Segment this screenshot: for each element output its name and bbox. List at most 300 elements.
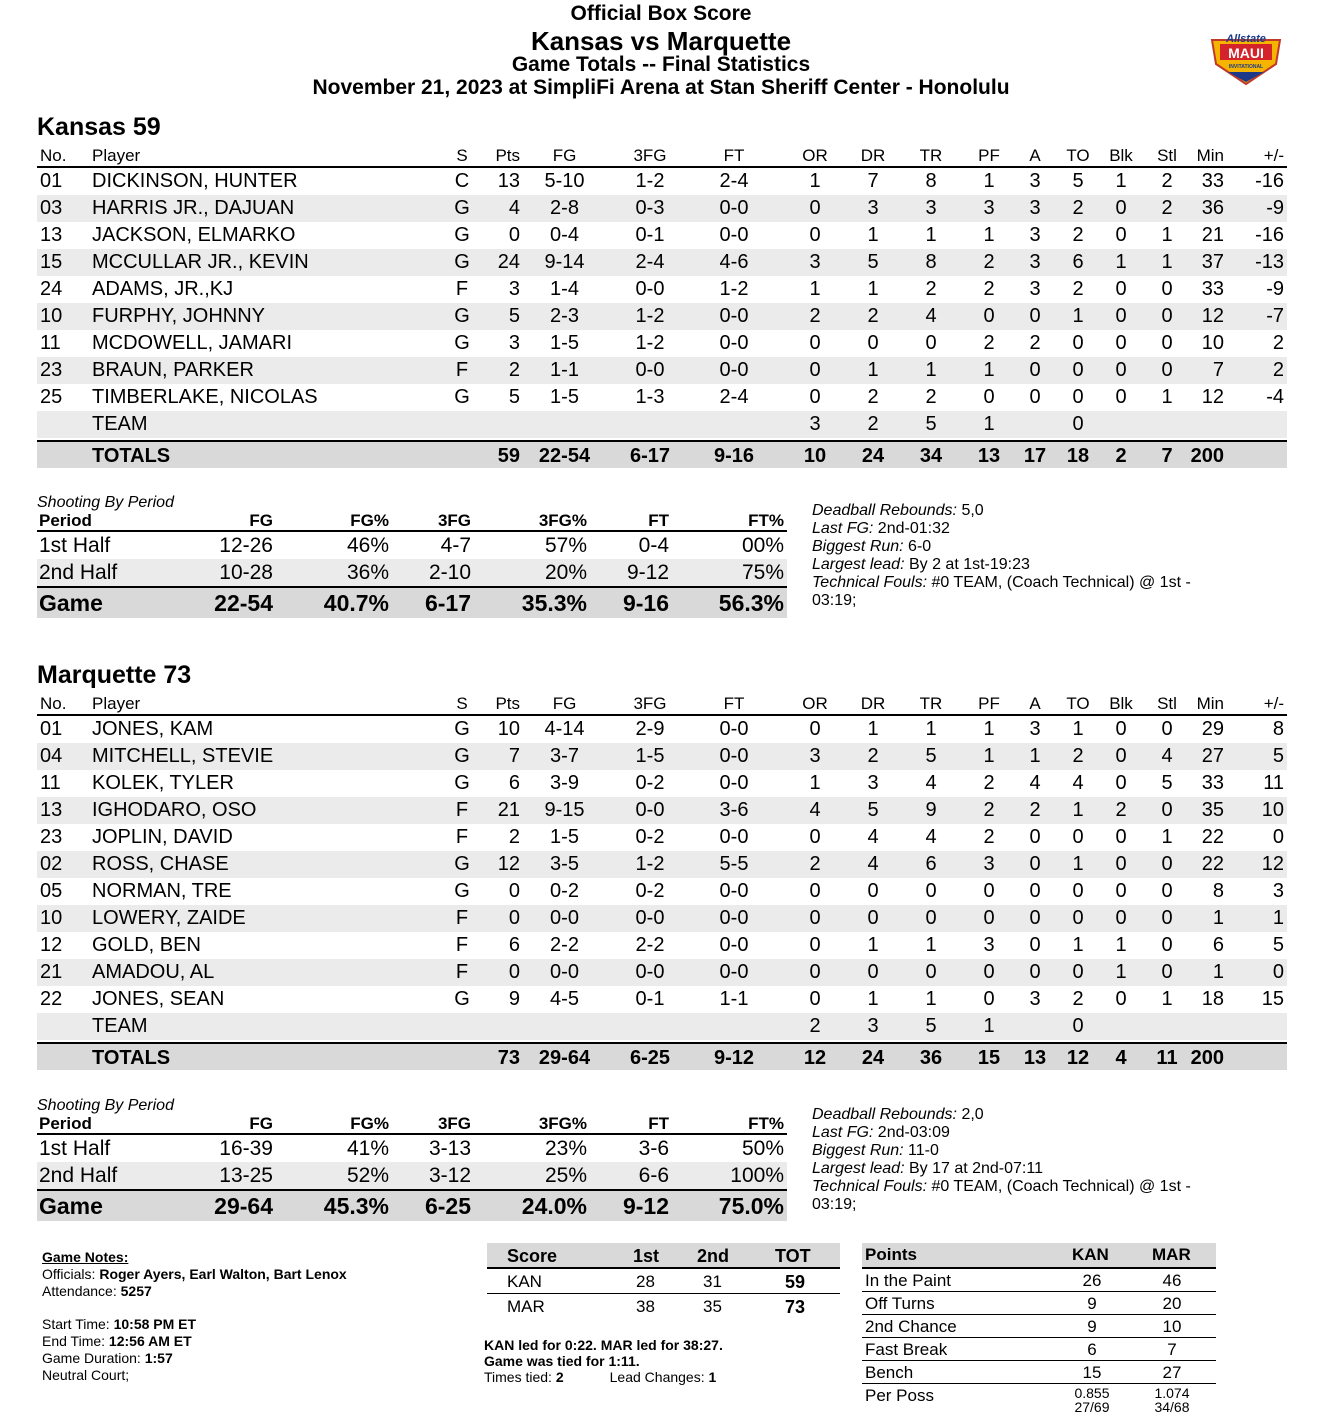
attendance-line: Attendance: 5257 bbox=[42, 1283, 152, 1299]
cell-a: 13 bbox=[1023, 1047, 1047, 1069]
cell-tr: 1 bbox=[925, 224, 937, 246]
shooting-cell: FT% bbox=[748, 511, 784, 530]
score-by-half-table bbox=[487, 1243, 840, 1318]
cell-pf: 0 bbox=[983, 386, 995, 408]
cell-: -16 bbox=[1255, 170, 1284, 192]
cell-a: 3 bbox=[1029, 170, 1041, 192]
cell-blk: 0 bbox=[1115, 224, 1127, 246]
cell-tr: 4 bbox=[925, 826, 937, 848]
cell-dr: 0 bbox=[867, 961, 879, 983]
cell-ft: 3-6 bbox=[719, 799, 749, 821]
attendance: 5257 bbox=[120, 1283, 152, 1299]
note-line: Deadball Rebounds: 5,0 bbox=[812, 502, 984, 519]
cell-blk: 0 bbox=[1115, 880, 1127, 902]
cell-ft: 0-0 bbox=[719, 772, 749, 794]
cell-pts: 12 bbox=[497, 853, 520, 875]
cell-pf: 1 bbox=[983, 745, 995, 767]
cell-pf: 1 bbox=[983, 718, 995, 740]
shooting-cell: 2nd Half bbox=[39, 1164, 118, 1187]
player-row bbox=[37, 1013, 1287, 1040]
cell-blk: 0 bbox=[1115, 772, 1127, 794]
shooting-header-row bbox=[37, 511, 787, 532]
cell-blk: 0 bbox=[1115, 826, 1127, 848]
shooting-cell: 16-39 bbox=[219, 1137, 273, 1160]
cell-s: G bbox=[454, 880, 470, 902]
cell-pts: 9 bbox=[508, 988, 520, 1010]
player-row bbox=[37, 959, 1287, 986]
cell-fg: 4-14 bbox=[544, 718, 585, 740]
shooting-cell: 46% bbox=[346, 534, 389, 557]
cell-or: 3 bbox=[809, 413, 821, 435]
cell-tr: 34 bbox=[919, 445, 943, 467]
cell-blk: 4 bbox=[1115, 1047, 1127, 1069]
cell-dr: DR bbox=[860, 146, 886, 165]
cell-min: 7 bbox=[1212, 359, 1224, 381]
cell-blk: Blk bbox=[1109, 694, 1133, 713]
cell-player: BRAUN, PARKER bbox=[92, 359, 254, 381]
cell-blk: 0 bbox=[1115, 853, 1127, 875]
cell-: 5 bbox=[1272, 745, 1284, 767]
cell-to: 1 bbox=[1072, 718, 1084, 740]
cell-s: G bbox=[454, 718, 470, 740]
cell-min: 22 bbox=[1201, 853, 1224, 875]
cell-pf: 1 bbox=[983, 1015, 995, 1037]
cell-: 2 bbox=[1272, 359, 1284, 381]
cell-stl: 11 bbox=[1156, 1047, 1178, 1069]
cell-pts: 3 bbox=[508, 278, 520, 300]
shooting-cell: Period bbox=[39, 511, 92, 530]
cell-stl: 1 bbox=[1161, 988, 1173, 1010]
game-notes-title: Game Notes: bbox=[42, 1249, 129, 1265]
shooting-cell: 36% bbox=[346, 561, 389, 584]
cell-tr: 8 bbox=[925, 251, 937, 273]
cell-s: F bbox=[455, 278, 469, 300]
shooting-cell: 24.0% bbox=[521, 1193, 587, 1219]
cell-a: A bbox=[1029, 694, 1041, 713]
cell-pf: 0 bbox=[983, 988, 995, 1010]
cell-dr: 5 bbox=[867, 799, 879, 821]
shooting-cell: 9-12 bbox=[626, 561, 669, 584]
cell-stl: 0 bbox=[1161, 305, 1173, 327]
cell-s: C bbox=[454, 170, 470, 192]
cell-ft: 0-0 bbox=[719, 718, 749, 740]
cell-fg: 29-64 bbox=[538, 1047, 591, 1069]
cell-or: 10 bbox=[803, 445, 827, 467]
cell-player: GOLD, BEN bbox=[92, 934, 201, 956]
cell-dr: 0 bbox=[867, 907, 879, 929]
cell-pts: 2 bbox=[508, 359, 520, 381]
cell-pf: 0 bbox=[983, 880, 995, 902]
player-row bbox=[37, 195, 1287, 222]
cell-3fg: 1-5 bbox=[635, 745, 665, 767]
cell-pf: PF bbox=[978, 146, 1000, 165]
cell-dr: 1 bbox=[867, 718, 879, 740]
cell-fg: FG bbox=[552, 694, 577, 713]
cell-player: IGHODARO, OSO bbox=[92, 799, 257, 821]
cell-player: TOTALS bbox=[92, 445, 171, 467]
cell-stl: 1 bbox=[1161, 386, 1173, 408]
note-line: Largest lead: By 17 at 2nd-07:11 bbox=[812, 1160, 1043, 1177]
cell-s: G bbox=[454, 305, 470, 327]
cell-no: 12 bbox=[40, 934, 63, 956]
cell-dr: 0 bbox=[867, 332, 879, 354]
cell-pf: 3 bbox=[983, 853, 995, 875]
shooting-game-row bbox=[37, 1189, 787, 1221]
shooting-cell: 12-26 bbox=[219, 534, 273, 557]
cell-to: 0 bbox=[1072, 413, 1084, 435]
cell-tr: 5 bbox=[925, 745, 937, 767]
player-row bbox=[37, 986, 1287, 1013]
cell-fg: 1-4 bbox=[550, 278, 579, 300]
cell-min: 33 bbox=[1201, 170, 1224, 192]
cell-no: 10 bbox=[40, 907, 63, 929]
note-line: Technical Fouls: #0 TEAM, (Coach Technical) @ 1st - 03:19; bbox=[812, 574, 1191, 609]
report-subtitle: Game Totals -- Final Statistics bbox=[511, 53, 811, 76]
cell-no: No. bbox=[40, 694, 67, 713]
player-row bbox=[37, 770, 1287, 797]
cell-dr: 1 bbox=[867, 224, 879, 246]
shooting-cell: 13-25 bbox=[219, 1164, 273, 1187]
cell-a: 17 bbox=[1023, 445, 1047, 467]
column-header-row bbox=[37, 146, 1287, 168]
cell-or: 0 bbox=[809, 386, 821, 408]
cell-tr: 0 bbox=[925, 907, 937, 929]
cell-dr: 3 bbox=[867, 772, 879, 794]
shooting-cell: 00% bbox=[741, 534, 784, 557]
marquette-team-title: Marquette 73 bbox=[37, 661, 192, 689]
points-breakdown-table bbox=[862, 1243, 1216, 1420]
shooting-cell: 1st Half bbox=[39, 534, 111, 557]
shooting-header-row bbox=[37, 1114, 787, 1135]
cell-fg: 1-1 bbox=[550, 359, 579, 381]
cell-ft: 0-0 bbox=[719, 934, 749, 956]
cell-: 2 bbox=[1272, 332, 1284, 354]
cell-tr: 9 bbox=[925, 799, 937, 821]
cell-ft: 0-0 bbox=[719, 826, 749, 848]
cell-player: TIMBERLAKE, NICOLAS bbox=[92, 386, 318, 408]
shooting-cell: 6-25 bbox=[424, 1193, 471, 1219]
end-time-line: End Time: 12:56 AM ET bbox=[42, 1333, 192, 1349]
cell-: 1 bbox=[1272, 907, 1284, 929]
player-row bbox=[37, 330, 1287, 357]
cell-min: 18 bbox=[1201, 988, 1224, 1010]
marquette-game-notes-stats bbox=[812, 1106, 1232, 1214]
cell-ft: 5-5 bbox=[719, 853, 749, 875]
cell-pf: 1 bbox=[983, 359, 995, 381]
points-row: Bench 15 27 bbox=[862, 1361, 1216, 1384]
cell-3fg: 0-0 bbox=[635, 359, 665, 381]
cell-to: 0 bbox=[1072, 386, 1084, 408]
cell-min: 22 bbox=[1201, 826, 1224, 848]
cell-dr: DR bbox=[860, 694, 886, 713]
cell-or: 0 bbox=[809, 359, 821, 381]
cell-to: 4 bbox=[1072, 772, 1084, 794]
cell-dr: 24 bbox=[861, 1047, 885, 1069]
cell-pts: 5 bbox=[508, 305, 520, 327]
cell-pts: 13 bbox=[497, 170, 520, 192]
cell-pts: 3 bbox=[508, 332, 520, 354]
cell-player: MITCHELL, STEVIE bbox=[92, 745, 274, 767]
logo-sub: INVITATIONAL bbox=[1228, 64, 1264, 70]
game-date-venue: November 21, 2023 at SimpliFi Arena at Stan Sheriff Center - Honolulu bbox=[312, 76, 1010, 99]
cell-min: 6 bbox=[1212, 934, 1224, 956]
cell-min: 33 bbox=[1201, 278, 1224, 300]
shooting-cell: 20% bbox=[544, 561, 587, 584]
cell-blk: 2 bbox=[1115, 445, 1127, 467]
shooting-cell: 100% bbox=[730, 1164, 784, 1187]
cell-dr: 2 bbox=[867, 305, 879, 327]
cell-pts: 7 bbox=[508, 745, 520, 767]
cell-pts: 59 bbox=[497, 445, 520, 467]
cell-player: MCDOWELL, JAMARI bbox=[92, 332, 293, 354]
player-row bbox=[37, 797, 1287, 824]
cell-3fg: 0-0 bbox=[635, 907, 665, 929]
mar-per-poss: 1.074 34/68 bbox=[1154, 1385, 1190, 1415]
cell-a: 0 bbox=[1029, 961, 1041, 983]
cell-no: 05 bbox=[40, 880, 63, 902]
shooting-cell: Game bbox=[39, 1193, 103, 1219]
cell-: -9 bbox=[1266, 278, 1284, 300]
cell-3fg: 3FG bbox=[633, 146, 667, 165]
shooting-cell: 40.7% bbox=[323, 590, 389, 616]
cell-3fg: 1-2 bbox=[635, 305, 665, 327]
cell-to: 2 bbox=[1072, 197, 1084, 219]
cell-: 8 bbox=[1272, 718, 1284, 740]
shooting-cell: 4-7 bbox=[440, 534, 471, 557]
shooting-period-row bbox=[37, 1162, 787, 1189]
cell-stl: 0 bbox=[1161, 853, 1173, 875]
cell-no: 24 bbox=[40, 278, 63, 300]
points-row: In the Paint 26 46 bbox=[862, 1269, 1216, 1292]
start-time: 10:58 PM ET bbox=[113, 1316, 197, 1332]
cell-tr: 0 bbox=[925, 332, 937, 354]
shooting-cell: 3-6 bbox=[638, 1137, 669, 1160]
shooting-cell: Period bbox=[39, 1114, 92, 1133]
cell-a: 1 bbox=[1029, 745, 1041, 767]
cell-s: G bbox=[454, 224, 470, 246]
marquette-shooting-by-period bbox=[37, 1114, 787, 1221]
cell-a: 0 bbox=[1029, 359, 1041, 381]
cell-s: G bbox=[454, 745, 470, 767]
cell-min: Min bbox=[1196, 146, 1224, 165]
shooting-cell: 1st Half bbox=[39, 1137, 111, 1160]
shooting-cell: FT bbox=[648, 511, 669, 530]
cell-blk: 1 bbox=[1115, 251, 1127, 273]
cell-blk: 0 bbox=[1115, 907, 1127, 929]
cell-or: 2 bbox=[809, 853, 821, 875]
cell-dr: 3 bbox=[867, 197, 879, 219]
cell-pts: 21 bbox=[497, 799, 520, 821]
lead-summary: KAN led for 0:22. MAR led for 38:27. Game was tied for 1:11. Times tied: 2 Lead Changes: 1 bbox=[484, 1337, 723, 1385]
cell-stl: 7 bbox=[1161, 445, 1173, 467]
cell-a: 4 bbox=[1029, 772, 1041, 794]
shooting-cell: FT bbox=[648, 1114, 669, 1133]
cell-no: No. bbox=[40, 146, 67, 165]
cell-blk: 0 bbox=[1115, 278, 1127, 300]
cell-fg: 0-4 bbox=[550, 224, 579, 246]
cell-: 10 bbox=[1261, 799, 1284, 821]
cell-: +/- bbox=[1263, 694, 1284, 713]
cell-fg: 0-0 bbox=[550, 907, 579, 929]
score-row-kan: KAN 28 31 59 bbox=[487, 1269, 840, 1294]
cell-no: 22 bbox=[40, 988, 63, 1010]
cell-3fg: 1-2 bbox=[635, 332, 665, 354]
cell-dr: 7 bbox=[867, 170, 879, 192]
cell-ft: 0-0 bbox=[719, 880, 749, 902]
cell-tr: TR bbox=[919, 146, 943, 165]
cell-3fg: 2-4 bbox=[635, 251, 665, 273]
cell-s: G bbox=[454, 988, 470, 1010]
shooting-cell: 23% bbox=[544, 1137, 587, 1160]
cell-s: F bbox=[455, 799, 469, 821]
cell-or: 4 bbox=[809, 799, 821, 821]
cell-3fg: 1-2 bbox=[635, 853, 665, 875]
cell-stl: 0 bbox=[1161, 359, 1173, 381]
cell-player: AMADOU, AL bbox=[92, 961, 215, 983]
marquette-shooting-label: Shooting By Period bbox=[37, 1097, 174, 1114]
shooting-cell: 41% bbox=[346, 1137, 389, 1160]
cell-: 12 bbox=[1261, 853, 1284, 875]
cell-3fg: 0-0 bbox=[635, 961, 665, 983]
cell-tr: 6 bbox=[925, 853, 937, 875]
cell-ft: 0-0 bbox=[719, 305, 749, 327]
cell-no: 04 bbox=[40, 745, 63, 767]
cell-: 0 bbox=[1272, 961, 1284, 983]
cell-to: 0 bbox=[1072, 332, 1084, 354]
cell-s: F bbox=[455, 359, 469, 381]
cell-s: G bbox=[454, 853, 470, 875]
cell-min: 12 bbox=[1201, 305, 1224, 327]
cell-a: 0 bbox=[1029, 305, 1041, 327]
cell-: 0 bbox=[1272, 826, 1284, 848]
cell-: +/- bbox=[1263, 146, 1284, 165]
player-row bbox=[37, 222, 1287, 249]
cell-: 5 bbox=[1272, 934, 1284, 956]
cell-dr: 5 bbox=[867, 251, 879, 273]
shooting-cell: 45.3% bbox=[323, 1193, 389, 1219]
player-row bbox=[37, 357, 1287, 384]
cell-min: 8 bbox=[1212, 880, 1224, 902]
cell-a: 0 bbox=[1029, 880, 1041, 902]
cell-ft: 0-0 bbox=[719, 359, 749, 381]
cell-a: 2 bbox=[1029, 799, 1041, 821]
cell-player: JACKSON, ELMARKO bbox=[92, 224, 296, 246]
cell-s: F bbox=[455, 961, 469, 983]
cell-pf: 2 bbox=[983, 772, 995, 794]
player-row bbox=[37, 824, 1287, 851]
cell-3fg: 3FG bbox=[633, 694, 667, 713]
shooting-cell: 3-13 bbox=[428, 1137, 471, 1160]
cell-stl: 0 bbox=[1161, 278, 1173, 300]
cell-min: 10 bbox=[1201, 332, 1224, 354]
cell-fg: 22-54 bbox=[538, 445, 591, 467]
end-time: 12:56 AM ET bbox=[108, 1333, 192, 1349]
cell-a: 2 bbox=[1029, 332, 1041, 354]
shooting-period-row bbox=[37, 1135, 787, 1162]
cell-player: TEAM bbox=[92, 413, 148, 435]
cell-a: 3 bbox=[1029, 278, 1041, 300]
shooting-cell: 0-4 bbox=[638, 534, 669, 557]
cell-or: 2 bbox=[809, 1015, 821, 1037]
cell-min: 200 bbox=[1190, 1047, 1224, 1069]
matchup-title: Kansas vs Marquette bbox=[530, 26, 792, 56]
officials: Roger Ayers, Earl Walton, Bart Lenox bbox=[99, 1266, 347, 1282]
cell-no: 23 bbox=[40, 826, 63, 848]
player-row bbox=[37, 851, 1287, 878]
cell-pf: 1 bbox=[983, 170, 995, 192]
cell-min: Min bbox=[1196, 694, 1224, 713]
cell-pts: 10 bbox=[497, 718, 520, 740]
cell-3fg: 0-0 bbox=[635, 799, 665, 821]
cell-or: 0 bbox=[809, 907, 821, 929]
cell-fg: FG bbox=[552, 146, 577, 165]
cell-s: G bbox=[454, 772, 470, 794]
cell-pts: 24 bbox=[497, 251, 520, 273]
logo-brand: Allstate bbox=[1226, 33, 1266, 45]
player-row bbox=[37, 249, 1287, 276]
neutral-court: Neutral Court; bbox=[42, 1367, 130, 1383]
cell-to: 0 bbox=[1072, 961, 1084, 983]
cell-min: 12 bbox=[1201, 386, 1224, 408]
cell-pf: 2 bbox=[983, 278, 995, 300]
cell-stl: 1 bbox=[1161, 826, 1173, 848]
cell-fg: 1-5 bbox=[550, 386, 579, 408]
cell-fg: 9-14 bbox=[544, 251, 585, 273]
cell-pf: 0 bbox=[983, 961, 995, 983]
cell-tr: 0 bbox=[925, 961, 937, 983]
cell-s: G bbox=[454, 386, 470, 408]
cell-to: 1 bbox=[1072, 799, 1084, 821]
cell-or: 1 bbox=[809, 772, 821, 794]
player-row bbox=[37, 303, 1287, 330]
shooting-cell: 57% bbox=[544, 534, 587, 557]
player-row bbox=[37, 743, 1287, 770]
cell-blk: 0 bbox=[1115, 988, 1127, 1010]
cell-s: G bbox=[454, 251, 470, 273]
cell-blk: 0 bbox=[1115, 386, 1127, 408]
cell-a: 3 bbox=[1029, 224, 1041, 246]
cell-pts: 5 bbox=[508, 386, 520, 408]
shooting-cell: 2nd Half bbox=[39, 561, 118, 584]
cell-player: HARRIS JR., DAJUAN bbox=[92, 197, 295, 219]
cell-player: JONES, SEAN bbox=[92, 988, 225, 1010]
tied-time: Game was tied for 1:11. bbox=[484, 1353, 640, 1369]
cell-tr: 4 bbox=[925, 305, 937, 327]
cell-pf: 13 bbox=[977, 445, 1001, 467]
cell-fg: 2-2 bbox=[550, 934, 579, 956]
shooting-cell: 75% bbox=[741, 561, 784, 584]
cell-fg: 2-3 bbox=[550, 305, 579, 327]
cell-no: 11 bbox=[40, 332, 61, 354]
cell-no: 13 bbox=[40, 224, 63, 246]
cell-stl: 0 bbox=[1161, 961, 1173, 983]
cell-to: TO bbox=[1066, 694, 1090, 713]
cell-3fg: 0-2 bbox=[635, 826, 665, 848]
cell-fg: 0-0 bbox=[550, 961, 579, 983]
cell-blk: 0 bbox=[1115, 359, 1127, 381]
cell-or: OR bbox=[802, 694, 828, 713]
cell-s: F bbox=[455, 826, 469, 848]
cell-stl: 2 bbox=[1161, 170, 1173, 192]
cell-3fg: 0-3 bbox=[635, 197, 665, 219]
duration-line: Game Duration: 1:57 bbox=[42, 1350, 173, 1366]
cell-player: TOTALS bbox=[92, 1047, 171, 1069]
cell-3fg: 6-25 bbox=[629, 1047, 671, 1069]
cell-3fg: 0-1 bbox=[635, 224, 665, 246]
points-header-row: Points KAN MAR bbox=[862, 1243, 1216, 1269]
score-header-row: Score 1st 2nd TOT bbox=[487, 1243, 840, 1269]
cell-no: 02 bbox=[40, 853, 63, 875]
